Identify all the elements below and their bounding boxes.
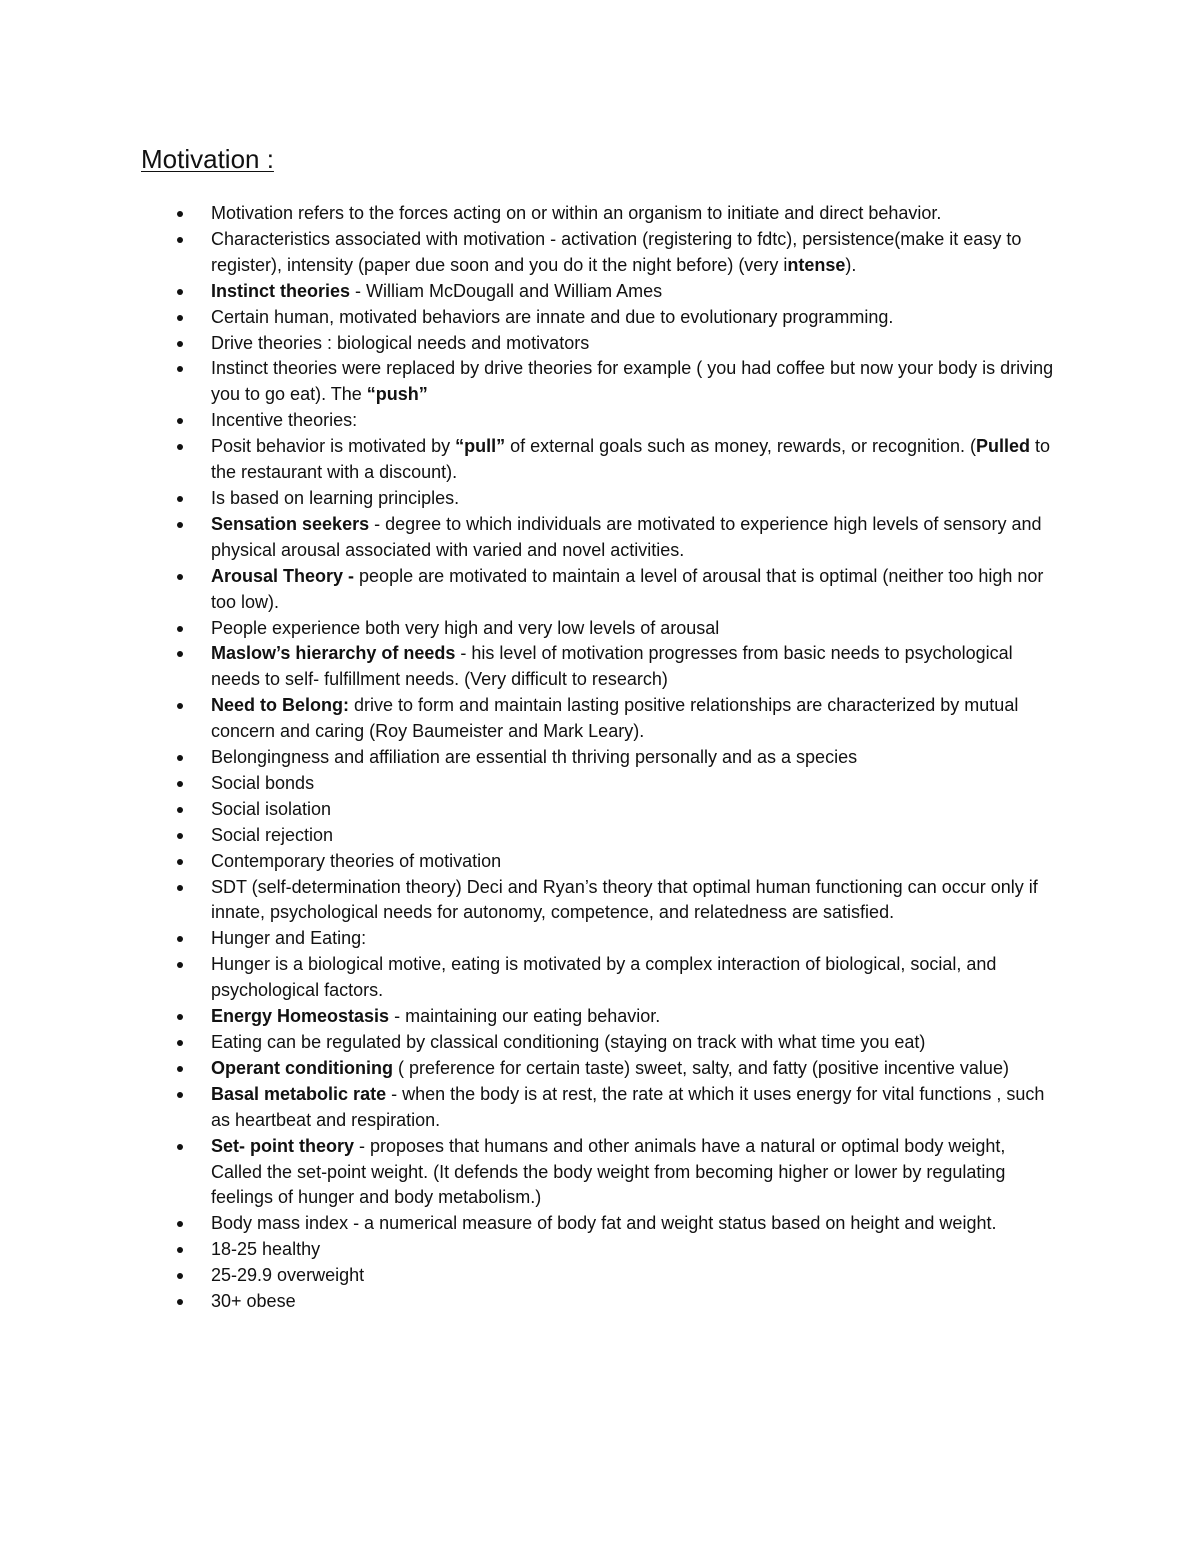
list-item-text: Motivation refers to the forces acting on or within an organism to initiate and direct behavior. xyxy=(211,203,942,223)
bullet-icon xyxy=(177,237,183,243)
bullet-icon xyxy=(177,885,183,891)
list-item-text: Hunger is a biological motive, eating is motivated by a complex interaction of biological, social, and psychological factors. xyxy=(211,954,997,1001)
list-item xyxy=(0,771,1061,797)
list-item xyxy=(0,616,1061,642)
list-item-text: 30+ obese xyxy=(211,1291,296,1312)
bullet-icon xyxy=(177,859,183,865)
bullet-icon xyxy=(177,1299,183,1305)
bullet-icon xyxy=(177,1144,183,1150)
list-item-text: Social bonds xyxy=(211,772,315,793)
list-item-text: ). xyxy=(845,254,857,275)
list-item-text: Instinct theories were replaced by drive theories for example ( you had coffee but now your body is driving you to go eat). The xyxy=(211,358,1054,405)
list-item-text: to the restaurant with a discount). xyxy=(211,436,1051,483)
list-item xyxy=(0,356,1061,408)
bold-term: Arousal Theory - xyxy=(211,565,355,586)
list-item-text: Drive theories : biological needs and motivators xyxy=(211,332,590,353)
bullet-icon xyxy=(177,703,183,709)
list-item-text: Eating can be regulated by classical conditioning (staying on track with what time you eat) xyxy=(211,1032,926,1052)
list-item xyxy=(0,201,1061,227)
bullet-icon xyxy=(177,289,183,295)
list-item xyxy=(0,331,1061,357)
list-item-text: Contemporary theories of motivation xyxy=(211,850,502,871)
list-item-text: Certain human, motivated behaviors are innate and due to evolutionary programming. xyxy=(211,306,894,327)
list-item-text: Incentive theories: xyxy=(211,410,358,431)
bullet-icon xyxy=(177,936,183,942)
list-item-text: - William McDougall and William Ames xyxy=(350,280,663,301)
list-item-text: Is based on learning principles. xyxy=(211,487,460,508)
list-item xyxy=(0,745,1061,771)
bullet-icon xyxy=(177,366,183,372)
bullet-icon xyxy=(177,1221,183,1227)
bullet-icon xyxy=(177,341,183,347)
list-item-text: People experience both very high and very low levels of arousal xyxy=(211,617,720,638)
list-item xyxy=(0,1134,1061,1212)
bold-term: Set- point theory xyxy=(211,1135,354,1156)
list-item xyxy=(0,797,1061,823)
list-item-text: 25-29.9 overweight xyxy=(211,1265,365,1286)
bullet-icon xyxy=(177,755,183,761)
bullet-icon xyxy=(177,1247,183,1253)
list-item-text: people are motivated to maintain a level of arousal that is optimal (neither too high nor too low). xyxy=(211,565,1044,612)
list-item-text: Posit behavior is motivated by xyxy=(211,436,456,457)
list-item xyxy=(0,408,1061,434)
list-item xyxy=(0,1030,1061,1056)
list-item xyxy=(0,1211,1061,1237)
list-item-text: drive to form and maintain lasting positive relationships are characterized by mutual concern and caring (Roy Baumeister and Mark Leary). xyxy=(211,695,1019,742)
bullet-icon xyxy=(177,522,183,528)
bullet-icon xyxy=(177,962,183,968)
list-item xyxy=(0,1004,1061,1030)
list-item xyxy=(0,279,1061,305)
list-item-text: - when the body is at rest, the rate at which it uses energy for vital functions , such as heartbeat and respiration. xyxy=(211,1083,1045,1130)
bullet-icon xyxy=(177,781,183,787)
bold-term: ntense xyxy=(787,254,846,275)
list-item-text: Characteristics associated with motivation - activation (registering to fdtc), persistence(make it easy to register), intensity (paper due soon and you do it the night before) (very i xyxy=(211,228,1022,275)
bullet-icon xyxy=(177,1066,183,1072)
notes-list xyxy=(0,201,1200,1315)
bold-term: Instinct theories xyxy=(211,280,351,301)
list-item-text: - degree to which individuals are motivated to experience high levels of sensory and physical arousal associated with varied and novel activities. xyxy=(211,513,1042,560)
bold-term: Maslow’s hierarchy of needs xyxy=(211,643,456,664)
list-item xyxy=(0,849,1061,875)
list-item-text: Body mass index - a numerical measure of body fat and weight status based on height and weight. xyxy=(211,1213,997,1234)
bullet-icon xyxy=(177,315,183,321)
list-item-text: ( preference for certain taste) sweet, salty, and fatty (positive incentive value) xyxy=(393,1057,1009,1078)
list-item xyxy=(0,434,1061,486)
list-item-text: Belongingness and affiliation are essential th thriving personally and as a species xyxy=(211,747,858,768)
list-item xyxy=(0,1082,1061,1134)
bullet-icon xyxy=(177,833,183,839)
bullet-icon xyxy=(177,807,183,813)
list-item xyxy=(0,926,1061,952)
bold-term: Sensation seekers xyxy=(211,513,370,534)
bullet-icon xyxy=(177,496,183,502)
bullet-icon xyxy=(177,444,183,450)
bullet-icon xyxy=(177,574,183,580)
bold-term: Energy Homeostasis xyxy=(211,1006,390,1027)
list-item-text: of external goals such as money, rewards, or recognition. ( xyxy=(505,436,977,457)
list-item xyxy=(0,564,1061,616)
list-item-text: - proposes that humans and other animals have a natural or optimal body weight, Called the set-point weight. (It defends the body weight from becoming higher or lower by regulating feelings of hunger and body metabolism.) xyxy=(211,1135,1006,1208)
list-item-text: Hunger and Eating: xyxy=(211,928,367,949)
bullet-icon xyxy=(177,651,183,657)
bold-term: Need to Belong: xyxy=(211,695,349,716)
bold-term: Basal metabolic rate xyxy=(211,1083,387,1104)
list-item xyxy=(0,305,1061,331)
bullet-icon xyxy=(177,418,183,424)
list-item xyxy=(0,875,1061,927)
bullet-icon xyxy=(177,1092,183,1098)
page-title: Motivation : xyxy=(141,144,274,174)
list-item xyxy=(0,1237,1061,1263)
list-item-text: - maintaining our eating behavior. xyxy=(389,1006,661,1027)
list-item xyxy=(0,641,1061,693)
bullet-icon xyxy=(177,626,183,632)
list-item-text: Social rejection xyxy=(211,824,334,845)
list-item xyxy=(0,486,1061,512)
list-item xyxy=(0,227,1061,279)
bullet-icon xyxy=(177,1273,183,1279)
list-item-text: 18-25 healthy xyxy=(211,1239,321,1260)
list-item xyxy=(0,1289,1061,1315)
bullet-icon xyxy=(177,1014,183,1020)
list-item xyxy=(0,1056,1061,1082)
list-item-text: SDT (self-determination theory) Deci and Ryan’s theory that optimal human functioning can occur only if innate, psychological needs for autonomy, competence, and relatedness are satisfied. xyxy=(211,876,1038,923)
bold-term: Pulled xyxy=(976,436,1031,457)
list-item-text: - his level of motivation progresses from basic needs to psychological needs to self- fulfillment needs. (Very difficult to research) xyxy=(211,643,1013,690)
list-item xyxy=(0,1263,1061,1289)
bold-term: Operant conditioning xyxy=(211,1057,393,1078)
list-item xyxy=(0,823,1061,849)
list-item xyxy=(0,512,1061,564)
bold-term: “pull” xyxy=(455,436,506,457)
bold-term: “push” xyxy=(366,384,428,405)
list-item xyxy=(0,693,1061,745)
list-item xyxy=(0,952,1061,1004)
bullet-icon xyxy=(177,211,183,217)
bullet-icon xyxy=(177,1040,183,1046)
list-item-text: Social isolation xyxy=(211,798,332,819)
